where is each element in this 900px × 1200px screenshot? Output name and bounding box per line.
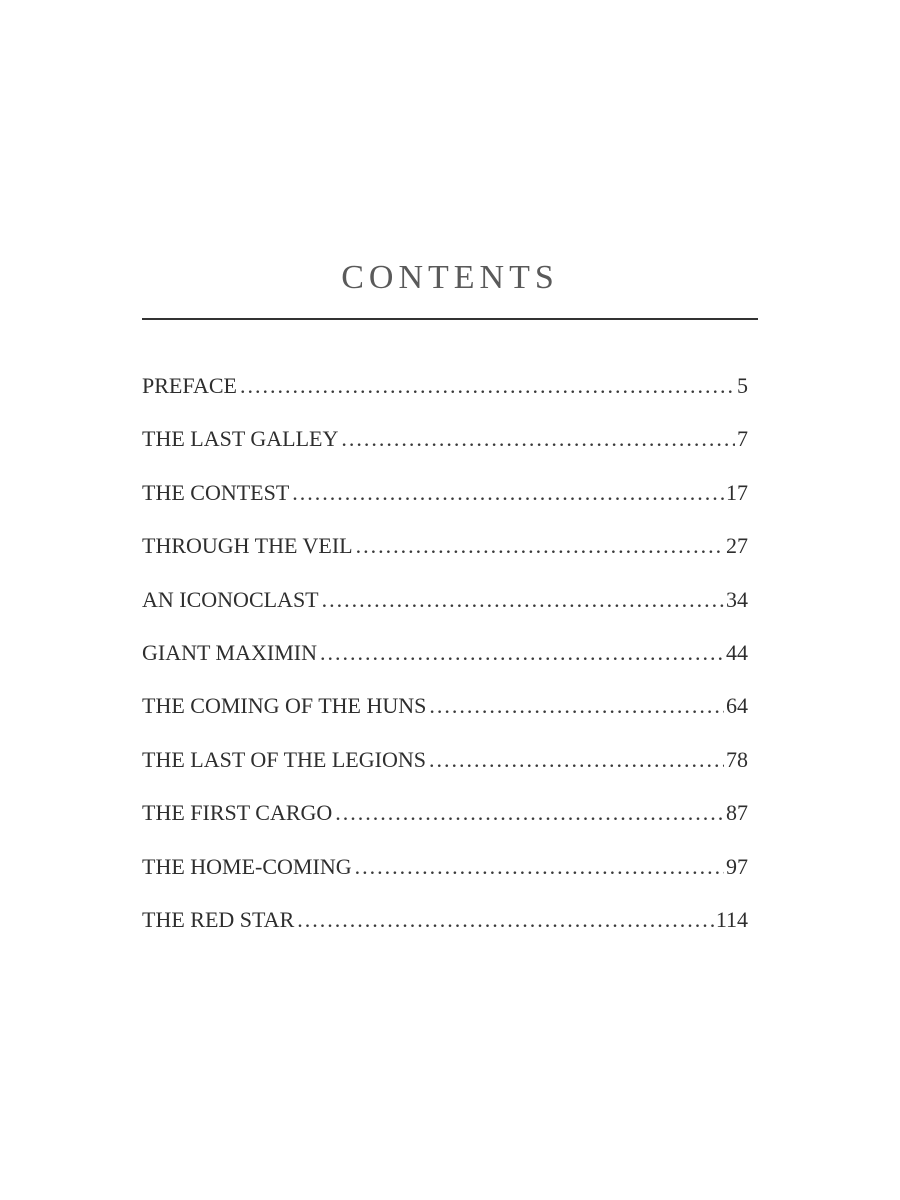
toc-entry-title: THE HOME-COMING <box>142 853 352 879</box>
dot-leader <box>429 688 724 724</box>
toc-entry <box>142 421 748 474</box>
toc-entry-page: 64 <box>726 693 748 719</box>
toc-entry-page: 27 <box>726 533 748 559</box>
toc-entry-title: THE CONTEST <box>142 479 290 505</box>
toc-entry <box>142 528 748 581</box>
toc-entry-title: THROUGH THE VEIL <box>142 533 353 559</box>
toc-entry <box>142 742 748 795</box>
toc-entry-page: 44 <box>726 639 748 665</box>
toc-entry-title: THE LAST GALLEY <box>142 426 339 452</box>
toc-entry-page: 78 <box>726 746 748 772</box>
toc-entry-page: 5 <box>737 373 748 398</box>
toc-entry-title: THE RED STAR <box>142 906 295 932</box>
toc-entry <box>142 849 748 902</box>
toc-entry-page: 17 <box>726 479 748 505</box>
toc-entry-title: GIANT MAXIMIN <box>142 639 317 665</box>
toc-entry <box>142 902 748 955</box>
dot-leader <box>341 421 735 457</box>
toc-entry-title: THE COMING OF THE HUNS <box>142 693 427 719</box>
toc-entry-page: 87 <box>726 800 748 826</box>
dot-leader <box>320 635 724 671</box>
toc-entry-title: THE FIRST CARGO <box>142 800 333 826</box>
dot-leader <box>297 902 714 938</box>
dot-leader <box>429 742 724 778</box>
toc-entry-page: 97 <box>726 853 748 879</box>
toc-entry <box>142 635 748 688</box>
toc-entry <box>142 795 748 848</box>
toc-entry-title: THE LAST OF THE LEGIONS <box>142 746 426 772</box>
toc-entry <box>142 582 748 635</box>
toc-entry-page: 34 <box>726 586 748 612</box>
dot-leader <box>335 795 724 831</box>
dot-leader <box>356 528 724 564</box>
toc-entry-title: PREFACE <box>142 373 237 398</box>
heading-rule <box>142 318 758 320</box>
toc-entry-page: 7 <box>737 426 748 452</box>
dot-leader <box>322 582 724 618</box>
dot-leader <box>292 475 724 511</box>
toc-entry <box>142 368 748 421</box>
toc-entry <box>142 475 748 528</box>
table-of-contents <box>142 368 748 955</box>
contents-heading: CONTENTS <box>341 259 559 296</box>
toc-entry <box>142 688 748 741</box>
dot-leader <box>355 849 724 885</box>
toc-entry-title: AN ICONOCLAST <box>142 586 319 612</box>
toc-entry-page: 114 <box>715 906 748 932</box>
dot-leader <box>240 368 735 404</box>
